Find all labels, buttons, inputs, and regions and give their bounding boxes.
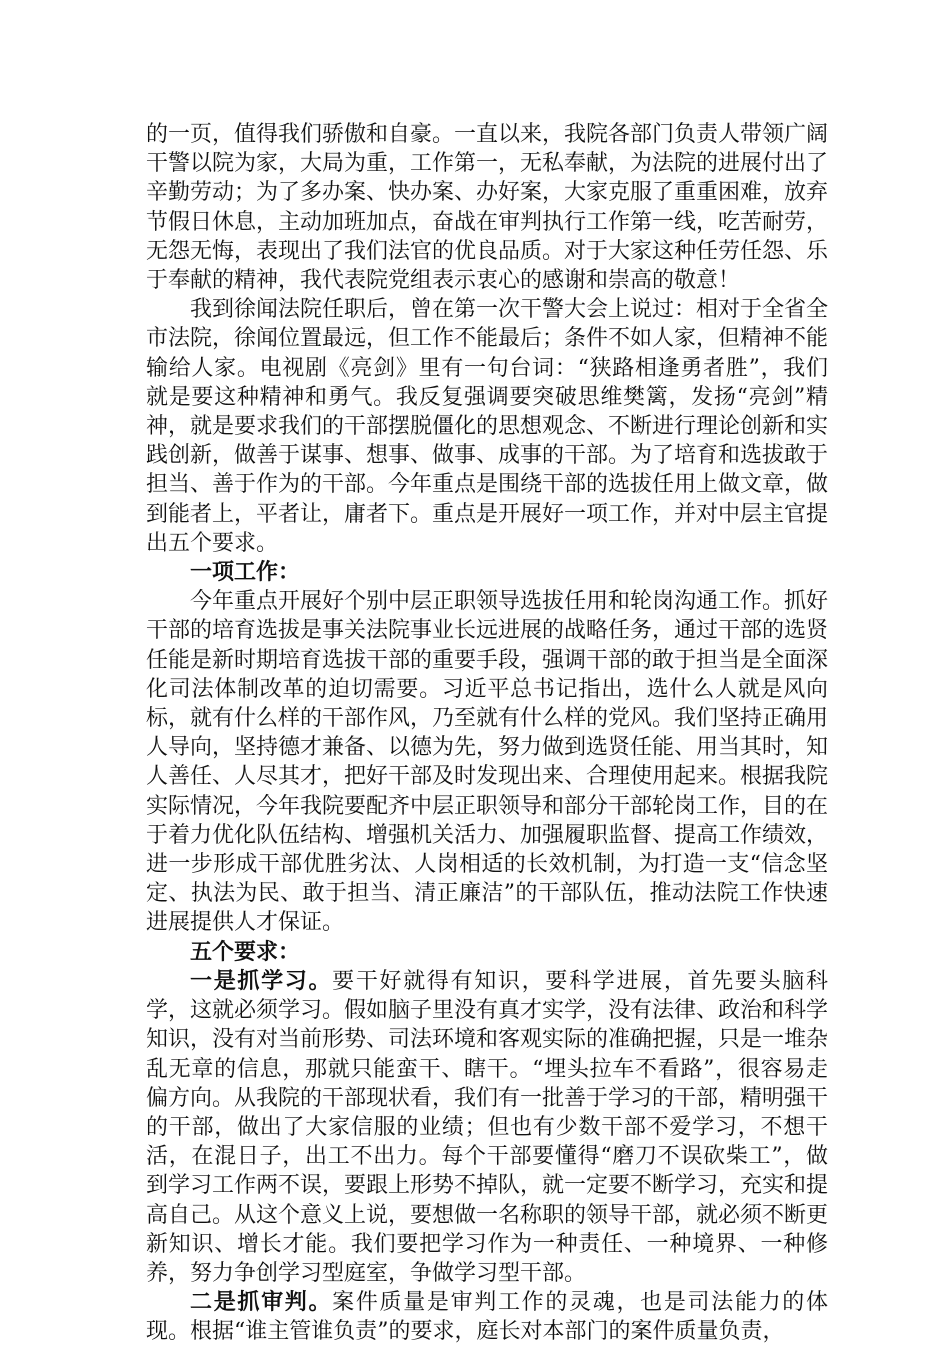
paragraph-intro: 的一页，值得我们骄傲和自豪。一直以来，我院各部门负责人带领广阔干警以院为家，大局为重，工作第一，无私奉献，为法院的进展付出了辛勤劳动；为了多办案、快办案、办好案，大家克服了重重困难，放弃节假日休息，主动加班加点，奋战在审判执行工作第一线，吃苦耐劳，无怨无悔，表现出了我们法官的优良品质。对于大家这种任劳任怨、乐于奉献的精神，我代表院党组表示衷心的感谢和崇高的敬意！ bbox=[146, 122, 829, 294]
requirement-trial-body: 案件质量是审判工作的灵魂，也是司法能力的体现。根据“谁主管谁负责”的要求，庭长对本部门的案件质量负责， bbox=[146, 1290, 828, 1345]
heading-five-requirements: 五个要求： bbox=[190, 938, 301, 965]
requirement-study bbox=[146, 967, 828, 1288]
paragraph-cadre-selection: 今年重点开展好个别中层正职领导选拔任用和轮岗沟通工作。抓好干部的培育选拔是事关法院事业长远进展的战略任务，通过干部的选贤任能是新时期培育选拔干部的重要手段，强调干部的敢于担当是全面深化司法体制改革的迫切需要。习近平总书记指出，选什么人就是风向标，就有什么样的干部作风，乃至就有什么样的党风。我们坚持正确用人导向，坚持德才兼备、以德为先，努力做到选贤任能、用当其时，知人善任、人尽其才，把好干部及时发现出来、合理使用起来。根据我院实际情况，今年我院要配齐中层正职领导和部分干部轮岗工作，目的在于着力优化队伍结构、增强机关活力、加强履职监督、提高工作绩效，进一步形成干部优胜劣汰、人岗相适的长效机制，为打造一支“信念坚定、执法为民、敢于担当、清正廉洁”的干部队伍，推动法院工作快速进展提供人才保证。 bbox=[146, 589, 829, 936]
requirement-study-lead: 一是抓学习。 bbox=[190, 967, 333, 994]
requirement-trial-lead: 二是抓审判。 bbox=[190, 1289, 333, 1316]
paragraph-liangjian: 我到徐闻法院任职后，曾在第一次干警大会上说过：相对于全省全市法院，徐闻位置最远，但工作不能最后；条件不如人家，但精神不能输给人家。电视剧《亮剑》里有一句台词：“狭路相逢勇者胜”，我们就是要这种精神和勇气。我反复强调要突破思维樊篱，发扬“亮剑”精神，就是要求我们的干部摆脱僵化的思想观念、不断进行理论创新和实践创新，做善于谋事、想事、做事、成事的干部。为了培育和选拔敢于担当、善于作为的干部。今年重点是围绕干部的选拔任用上做文章，做到能者上，平者让，庸者下。重点是开展好一项工作，并对中层主官提出五个要求。 bbox=[146, 297, 829, 556]
requirement-trial bbox=[146, 1288, 828, 1346]
heading-one-task: 一项工作： bbox=[190, 559, 301, 586]
requirement-study-body: 要干好就得有知识，要科学进展，首先要头脑科学，这就必须学习。假如脑子里没有真才实学，没有法律、政治和科学知识，没有对当前形势、司法环境和客观实际的准确把握，只是一堆杂乱无章的信息，那就只能蛮干、瞎干。“埋头拉车不看路”，很容易走偏方向。从我院的干部现状看，我们有一批善于学习的干部，精明强干的干部，做出了大家信服的业绩；但也有少数干部不爱学习，不想干活，在混日子，出工不出力。每个干部要懂得“磨刀不误砍柴工”，做到学习工作两不误，要跟上形势不掉队，就一定要不断学习，充实和提高自己。从这个意义上说，要想做一名称职的领导干部，就必须不断更新知识、增长才能。我们要把学习作为一种责任、一种境界、一种修养，努力争创学习型庭室，争做学习型干部。 bbox=[146, 968, 829, 1286]
document-page bbox=[146, 120, 828, 1347]
